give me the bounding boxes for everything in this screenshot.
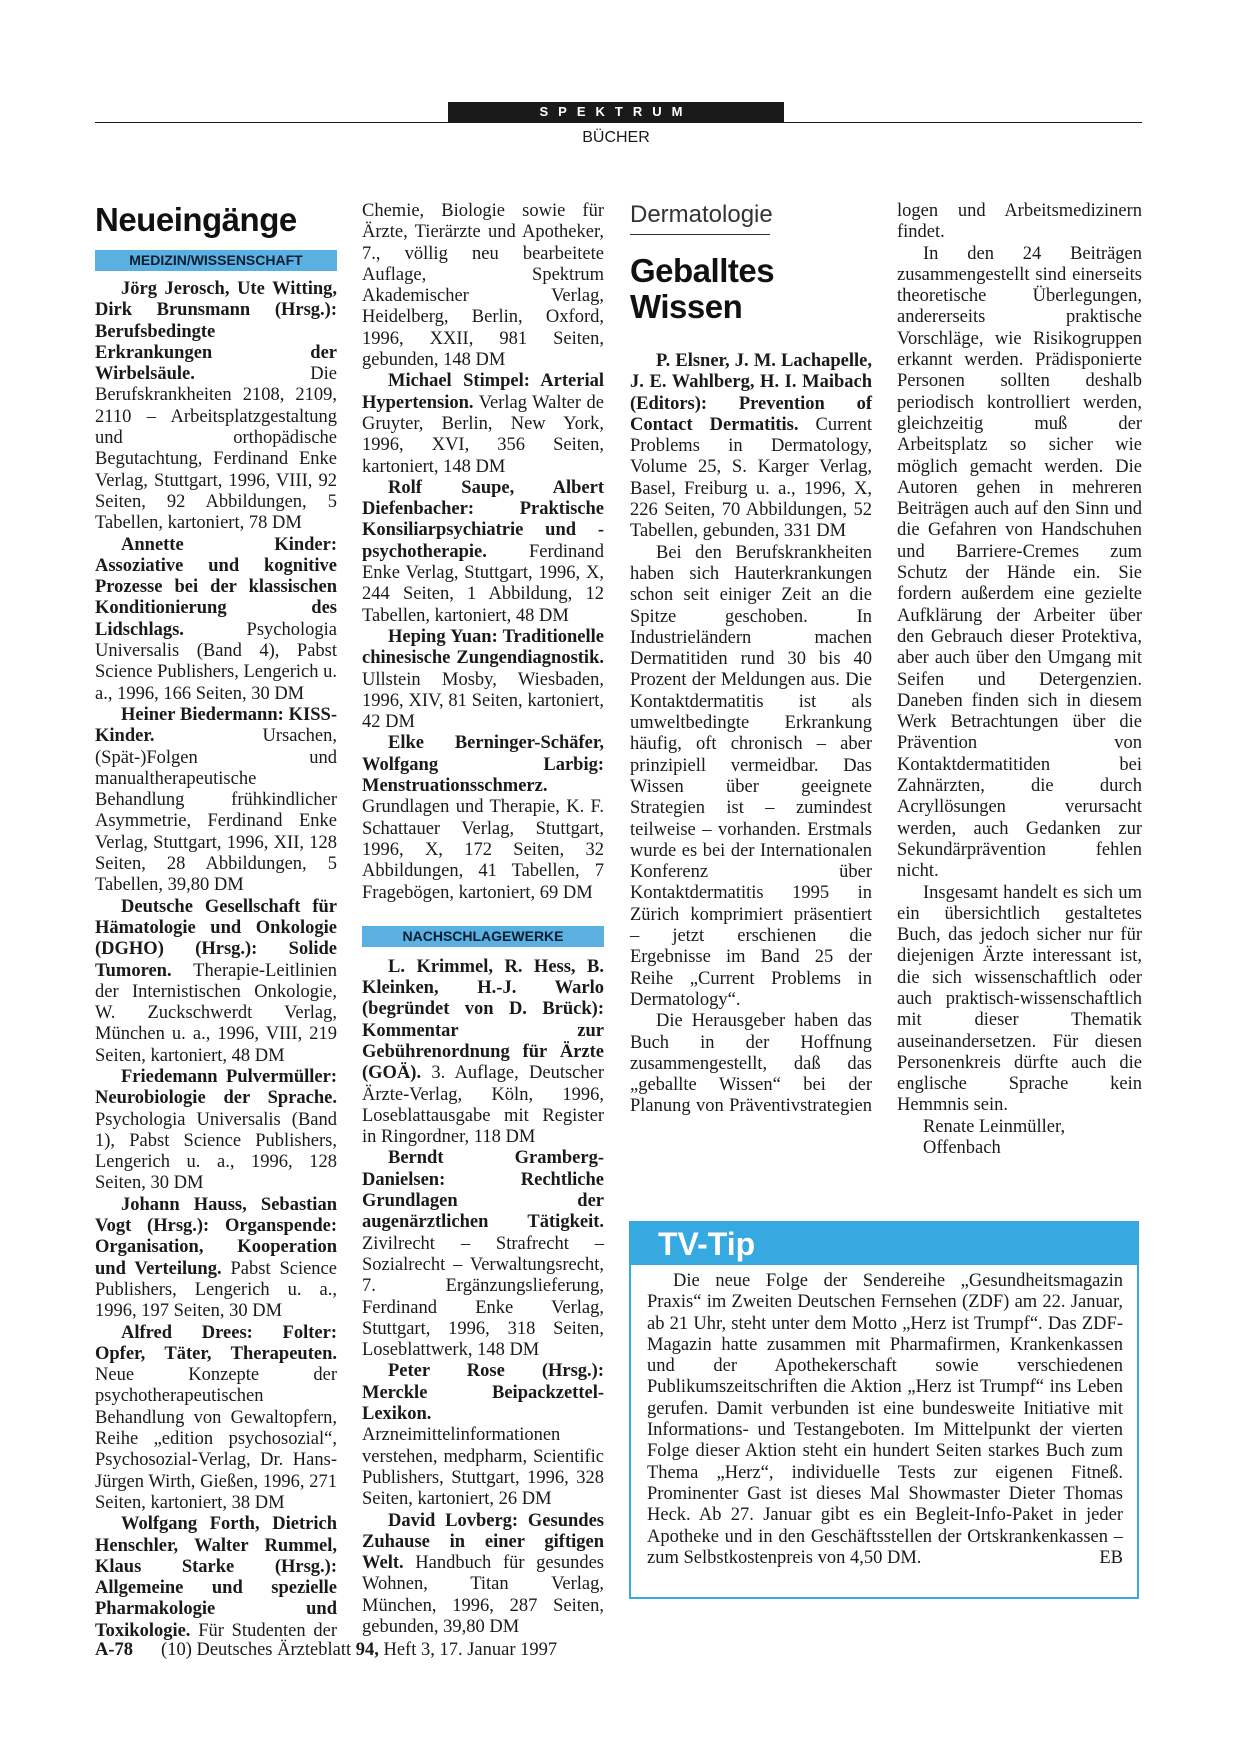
book-entry: Peter Rose (Hrsg.): Merckle Beipackzettel-Lexikon. Arzneimittelinformationen verstehen, medpharm, Scientific Publishers, Stuttgart, 1996, 328 Seiten, kartoniert, 26 DM	[362, 1361, 604, 1510]
column-1	[95, 200, 337, 1642]
review-title: Geballtes Wissen	[630, 252, 775, 325]
review-author: Renate Leinmüller,	[923, 1116, 1066, 1137]
review-paragraph: Die Herausgeber haben das Buch in der Hoffnung zusammengestellt, daß das „geballte Wissen“ bei der Planung von Präventivstrategien	[630, 1011, 872, 1117]
book-entry: Friedemann Pulvermüller: Neurobiologie der Sprache. Psychologia Universalis (Band 1), Pabst Science Publishers, Lengerich u. a., 1996, 128 Seiten, 30 DM	[95, 1066, 337, 1194]
tv-tip-title: TV-Tip	[658, 1226, 756, 1262]
neueingaenge-title: Neueingänge	[95, 201, 297, 238]
book-entry: Alfred Drees: Folter: Opfer, Täter, Therapeuten. Neue Konzepte der psychotherapeutischen Behandlung von Gewaltopfern, Reihe „edition psychosozial“, Psychosozial-Verlag, Dr. Hans-Jürgen Wirth, Gießen, 1996, 271 Seiten, kartoniert, 38 DM	[95, 1322, 337, 1513]
tv-tip-signature: EB	[1099, 1548, 1123, 1569]
book-entry-continued: Chemie, Biologie sowie für Ärzte, Tierärzte und Apotheker, 7., völlig neu bearbeitete Auflage, Spektrum Akademischer Verlag, Heidelberg, Berlin, Oxford, 1996, XXII, 981 Seiten, gebunden, 148 DM	[362, 201, 604, 371]
book-entry: David Lovberg: Gesundes Zuhause in einer giftigen Welt. Handbuch für gesundes Wohnen, Titan Verlag, München, 1996, 287 Seiten, gebunden, 39,80 DM	[362, 1510, 604, 1637]
review-paragraph: In den 24 Beiträgen zusammengestellt sind einerseits theoretische Überlegungen, andererseits praktische Vorschläge, wie Risikogruppen erkannt werden. Prädisponierte Personen sollten deshalb periodisch kontrolliert werden, gleichzeitig muß der Arbeitsplatz so sicher wie möglich gemacht werden. Die Autoren gehen in mehreren Beiträgen auch auf den Sinn und die Gefahren von Handschuhen und Barriere-Cremes zum Schutz der Hände ein. Sie fordern außerdem eine gezielte Aufklärung der Arbeiter über den Gebrauch dieser Protektiva, aber auch über den Umgang mit Seifen und Detergenzien. Daneben finden sich in diesem Werk Betrachtungen über die Prävention von Kontaktdermatitiden bei Zahnärzten, die durch Acryllösungen verursacht werden, auch Gedanken zur Sekundärprävention fehlen nicht.	[897, 243, 1142, 882]
column-4	[897, 201, 1142, 1159]
section-bar-medizin: MEDIZIN/WISSENSCHAFT	[95, 250, 337, 271]
book-entry: Elke Berninger-Schäfer, Wolfgang Larbig: Menstruationsschmerz. Grundlagen und Therapie, K. F. Schattauer Verlag, Stuttgart, 1996, X, 172 Seiten, 32 Abbildungen, 41 Tabellen, 7 Fragebögen, kartoniert, 69 DM	[362, 733, 604, 903]
book-entry: L. Krimmel, R. Hess, B. Kleinken, H.-J. Warlo (begründet von D. Brück): Kommentar zur Gebührenordnung für Ärzte (GOÄ). 3. Auflage, Deutscher Ärzte-Verlag, Köln, 1996, Loseblattausgabe mit Register in Ringordner, 118 DM	[362, 956, 604, 1148]
section-bar-nachschlage: NACHSCHLAGEWERKE	[362, 926, 604, 947]
book-entry: Heiner Biedermann: KISS-Kinder. Ursachen, (Spät-)Folgen und manualtherapeutische Behandlung frühkindlicher Asymmetrie, Ferdinand Enke Verlag, Stuttgart, 1996, XII, 128 Seiten, 28 Abbildungen, 5 Tabellen, 39,80 DM	[95, 704, 337, 896]
page-footer	[95, 1640, 557, 1661]
review-author-city: Offenbach	[923, 1138, 1001, 1159]
review-kicker: Dermatologie	[630, 200, 770, 235]
header-rule	[95, 122, 1142, 123]
book-entry: Deutsche Gesellschaft für Hämatologie und Onkologie (DGHO) (Hrsg.): Solide Tumoren. Therapie-Leitlinien der Internistischen Onkologie, W. Zuckschwerdt Verlag, München u. a., 1996, VIII, 219 Seiten, kartoniert, 48 DM	[95, 896, 337, 1066]
review-paragraph: Bei den Berufskrankheiten haben sich Hauterkrankungen schon seit einiger Zeit an die Spitze geschoben. In Industrieländern machen Dermatitiden rund 30 bis 40 Prozent der Meldungen aus. Die Kontaktdermatitis ist als umweltbedingte Erkrankung häufig, oft chronisch – aber prinzipiell vermeidbar. Das Wissen über geeignete Strategien ist – zumindest teilweise – vorhanden. Erstmals wurde es bei der Internationalen Konferenz über Kontaktdermatitis 1995 in Zürich komprimiert präsentiert – jetzt erschienen die Ergebnisse im Band 25 der Reihe „Current Problems in Dermatology“.	[630, 542, 872, 1010]
tv-tip-text: Die neue Folge der Sendereihe „Gesundheitsmagazin Praxis“ im Zweiten Deutschen Fernsehen (ZDF) am 22. Januar, ab 21 Uhr, steht unter dem Motto „Herz ist Trumpf“. Das ZDF-Magazin hatte zusammen mit Pharmafirmen, Krankenkassen und der Apothekerschaft sowie verschiedenen Publikumszeitschriften die Aktion „Herz ist Trumpf“ ins Leben gerufen. Damit verbunden ist eine bundesweite Initiative mit Informations- und Testangeboten. Im Mittelpunkt der vierten Folge dieser Aktion steht ein hundert Seiten starkes Buch zum Thema „Herz“, individuelle Tests zur eigenen Fitneß. Prominenter Gast ist dieses Mal Showmaster Dieter Thomas Heck. Ab 27. Januar gibt es ein Begleit-Info-Paket in jeder Apotheke und in den Geschäftsstellen der Ortskrankenkassen – zum Selbstkostenpreis von 4,50 DM.	[647, 1271, 1123, 1568]
tv-tip-box	[629, 1221, 1139, 1599]
section-header-bar: SPEKTRUM	[448, 102, 784, 122]
book-entry: Heping Yuan: Traditionelle chinesische Zungendiagnostik. Ullstein Mosby, Wiesbaden, 1996, XIV, 81 Seiten, kartoniert, 42 DM	[362, 626, 604, 733]
tv-tip-body	[647, 1271, 1123, 1569]
book-entry: Wolfgang Forth, Dietrich Henschler, Walter Rummel, Klaus Starke (Hrsg.): Allgemeine und spezielle Pharmakologie und Toxikologie. Für Studenten der	[95, 1514, 337, 1641]
review-paragraph-continued: logen und Arbeitsmedizinern findet.	[897, 201, 1142, 243]
column-2	[362, 201, 604, 1638]
column-3	[630, 200, 872, 1117]
book-entry: Annette Kinder: Assoziative und kognitive Prozesse bei der klassischen Konditionierung des Lidschlags. Psychologia Universalis (Band 4), Pabst Science Publishers, Lengerich u. a., 1996, 166 Seiten, 30 DM	[95, 534, 337, 704]
tv-tip-header	[631, 1223, 1137, 1265]
citation-post: Heft 3, 17. Januar 1997	[378, 1640, 558, 1660]
citation-pre: (10) Deutsches Ärzteblatt	[161, 1640, 356, 1660]
volume-number: 94,	[355, 1640, 379, 1660]
book-entry: Jörg Jerosch, Ute Witting, Dirk Brunsmann (Hrsg.): Berufsbedingte Erkrankungen der Wirbelsäule. Die Berufskrankheiten 2108, 2109, 2110 – Arbeitsplatzgestaltung und orthopädische Begutachtung, Ferdinand Enke Verlag, Stuttgart, 1996, VIII, 92 Seiten, 92 Abbildungen, 5 Tabellen, kartoniert, 78 DM	[95, 279, 337, 534]
book-entry: Berndt Gramberg-Danielsen: Rechtliche Grundlagen der augenärztlichen Tätigkeit. Zivilrecht – Strafrecht – Sozialrecht – Verwaltungsrecht, 7. Ergänzungslieferung, Ferdinand Enke Verlag, Stuttgart, 1996, 318 Seiten, Loseblattwerk, 148 DM	[362, 1148, 604, 1361]
review-book-info: P. Elsner, J. M. Lachapelle, J. E. Wahlberg, H. I. Maibach (Editors): Prevention of Contact Dermatitis. Current Problems in Dermatology, Volume 25, S. Karger Verlag, Basel, Freiburg u. a., 1996, X, 226 Seiten, 70 Abbildungen, 52 Tabellen, gebunden, 331 DM	[630, 351, 872, 542]
subsection-label: BÜCHER	[582, 129, 650, 146]
review-paragraph: Insgesamt handelt es sich um ein übersichtlich gestaltetes Buch, das jedoch sicher nur für diejenigen Ärzte interessant ist, die sich wissenschaftlich oder auch praktisch-wissenschaftlich mit dieser Thematik auseinandersetzen. Für diesen Personenkreis dürfte auch die englische Sprache kein Hemmnis sein.	[897, 882, 1142, 1116]
book-entry: Johann Hauss, Sebastian Vogt (Hrsg.): Organspende: Organisation, Kooperation und Verteilung. Pabst Science Publishers, Lengerich u. a., 1996, 197 Seiten, 30 DM	[95, 1194, 337, 1322]
book-entry: Rolf Saupe, Albert Diefenbacher: Praktische Konsiliarpsychiatrie und -psychotherapie. Ferdinand Enke Verlag, Stuttgart, 1996, X, 244 Seiten, 1 Abbildung, 12 Tabellen, kartoniert, 48 DM	[362, 477, 604, 626]
book-entry: Michael Stimpel: Arterial Hypertension. Verlag Walter de Gruyter, Berlin, New York, 1996, XVI, 356 Seiten, kartoniert, 148 DM	[362, 371, 604, 477]
page-number: A-78	[95, 1640, 134, 1660]
